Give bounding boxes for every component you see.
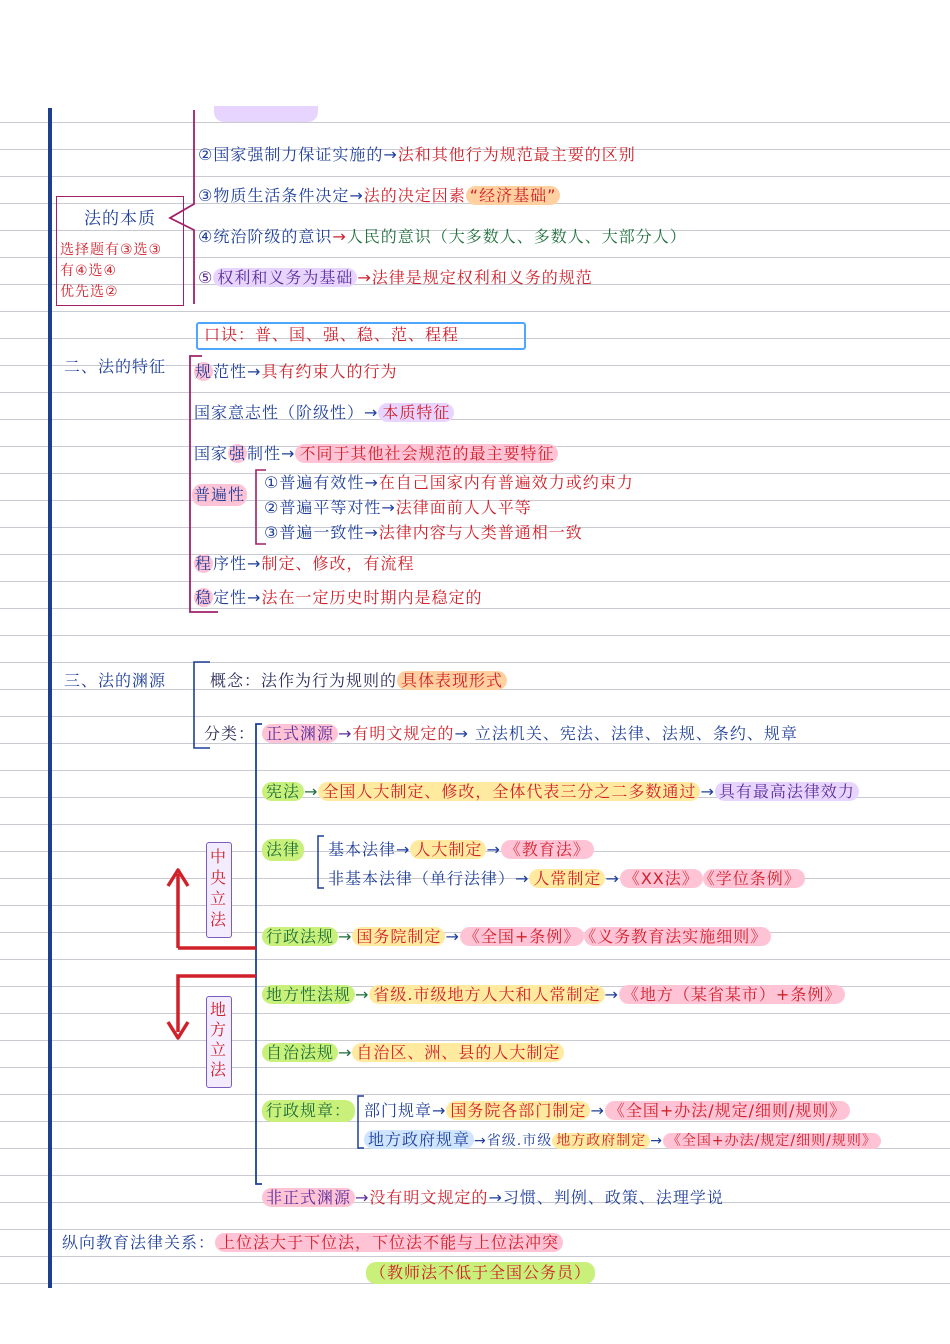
arrow-icon: → bbox=[605, 869, 620, 888]
feature-stability-rest: 定性 bbox=[213, 588, 248, 607]
universal-item-3-desc: 法律内容与人类普通相一致 bbox=[378, 523, 583, 542]
local-legislation-label: 地方立法 bbox=[210, 1000, 227, 1079]
constitution-effect: 具有最高法律效力 bbox=[715, 782, 859, 801]
essence-item-2-right: 法和其他行为规范最主要的区别 bbox=[397, 145, 636, 164]
universal-item-1 bbox=[264, 472, 634, 494]
essence-item-4-right: 人民的意识（大多数人、多数人、大部分人） bbox=[346, 227, 687, 246]
arrow-icon: → bbox=[364, 473, 379, 492]
feature-stability bbox=[194, 587, 482, 609]
arrow-icon: → bbox=[355, 1188, 370, 1207]
basic-law bbox=[328, 839, 594, 861]
local-gov-rule-label: 地方政府规章 bbox=[364, 1130, 474, 1149]
nonbasic-law-example-b: 《学位条例》 bbox=[703, 869, 805, 888]
essence-item-2-num: ② bbox=[198, 145, 214, 164]
feature-coercive-desc: 不同于其他社会规范的最主要特征 bbox=[295, 444, 558, 463]
local-reg-label: 地方性法规 bbox=[262, 985, 355, 1004]
feature-universal-label: 普遍性 bbox=[194, 485, 246, 504]
arrow-icon: → bbox=[357, 268, 372, 287]
informal-source-desc: 没有明文规定的 bbox=[369, 1188, 489, 1207]
central-legislation-label: 中央立法 bbox=[210, 847, 227, 929]
arrow-icon: → bbox=[486, 840, 501, 859]
essence-item-4-num: ④ bbox=[198, 227, 214, 246]
informal-source bbox=[262, 1187, 724, 1209]
sources-class-label: 分类： bbox=[204, 724, 256, 743]
vertical-relation-note: （教师法不低于全国公务员） bbox=[366, 1262, 595, 1284]
essence-note-2: 有④选④ bbox=[60, 263, 118, 279]
feature-national-will bbox=[194, 402, 454, 424]
arrow-icon: → bbox=[396, 840, 411, 859]
feature-stability-key: 稳 bbox=[195, 588, 213, 607]
nonbasic-law-label: 非基本法律（单行法律） bbox=[328, 869, 516, 888]
feature-coercive-key: 强 bbox=[229, 444, 247, 463]
basic-law-label: 基本法律 bbox=[328, 840, 397, 859]
essence-item-3-right-a: 法的决定因素 bbox=[363, 186, 466, 205]
autonomous-maker: 自治区、洲、县的人大制定 bbox=[352, 1043, 564, 1062]
arrow-icon: → bbox=[445, 927, 460, 946]
essence-title: 法的本质 bbox=[84, 209, 156, 229]
dept-rule-maker: 国务院各部门制定 bbox=[446, 1101, 590, 1120]
admin-reg-example-b: 《义务教育法实施细则》 bbox=[584, 927, 771, 946]
feature-coercive-c: 制性 bbox=[247, 444, 282, 463]
sources-concept bbox=[210, 670, 507, 692]
cutoff-highlight bbox=[214, 106, 318, 122]
essence-item-3-right-b: “经济基础” bbox=[466, 186, 561, 205]
feature-procedural-rest: 序性 bbox=[213, 554, 248, 573]
admin-reg-maker: 国务院制定 bbox=[352, 927, 445, 946]
arrow-icon: → bbox=[247, 588, 262, 607]
arrow-icon: → bbox=[247, 554, 262, 573]
feature-normative-desc: 具有约束人的行为 bbox=[261, 362, 398, 381]
essence-item-5-left: 权利和义务为基础 bbox=[213, 268, 357, 287]
basic-law-example: 《教育法》 bbox=[501, 840, 594, 859]
constitution-label: 宪法 bbox=[262, 782, 304, 801]
arrow-icon: → bbox=[355, 985, 370, 1004]
arrow-icon: → bbox=[332, 227, 347, 246]
arrow-icon: → bbox=[650, 1133, 663, 1149]
essence-item-4 bbox=[198, 226, 687, 248]
dept-rule-label: 部门规章 bbox=[364, 1101, 433, 1120]
essence-item-3-num: ③ bbox=[198, 186, 214, 205]
local-reg-maker: 省级.市级地方人大和人常制定 bbox=[369, 985, 604, 1004]
universal-item-3-text: 普遍一致性 bbox=[279, 523, 365, 542]
formal-source-label: 正式渊源 bbox=[262, 724, 338, 743]
mnemonic: 口诀：普、国、强、稳、范、程程 bbox=[204, 325, 460, 344]
essence-brace bbox=[160, 108, 200, 308]
essence-item-2 bbox=[198, 144, 636, 166]
vertical-relation-label: 纵向教育法律关系： bbox=[62, 1233, 216, 1252]
universal-item-2 bbox=[264, 497, 532, 519]
informal-source-label: 非正式渊源 bbox=[262, 1188, 355, 1207]
essence-item-4-left: 统治阶级的意识 bbox=[213, 227, 333, 246]
arrow-icon: → bbox=[432, 1101, 447, 1120]
admin-reg-label: 行政法规 bbox=[262, 927, 338, 946]
sources-concept-hl: 具体表现形式 bbox=[397, 671, 507, 690]
local-regulation bbox=[262, 984, 845, 1006]
arrow-icon: → bbox=[604, 985, 619, 1004]
law-brace bbox=[314, 834, 328, 892]
feature-normative bbox=[194, 361, 397, 383]
feature-procedural-key: 程 bbox=[195, 554, 213, 573]
features-heading: 二、法的特征 bbox=[64, 357, 167, 376]
essence-item-5-num: ⑤ bbox=[198, 268, 214, 287]
sources-concept-label: 概念： bbox=[210, 671, 262, 690]
sources-concept-text: 法作为行为规则的 bbox=[261, 671, 398, 690]
feature-stability-desc: 法在一定历史时期内是稳定的 bbox=[261, 588, 483, 607]
admin-reg-example-a: 《全国+条例》 bbox=[460, 927, 584, 946]
essence-item-2-left: 国家强制力保证实施的 bbox=[213, 145, 384, 164]
informal-source-list: 习惯、判例、政策、法理学说 bbox=[502, 1188, 724, 1207]
essence-note-1: 选择题有③选③ bbox=[60, 242, 163, 258]
feature-coercive-a: 国家 bbox=[194, 444, 229, 463]
feature-procedural-desc: 制定、修改，有流程 bbox=[261, 554, 415, 573]
essence-item-5-right: 法律是规定权利和义务的规范 bbox=[371, 268, 593, 287]
universal-item-2-desc: 法律面前人人平等 bbox=[395, 498, 532, 517]
universal-item-1-text: 普遍有效性 bbox=[279, 473, 365, 492]
arrow-icon: → bbox=[488, 1188, 503, 1207]
arrow-icon: → bbox=[349, 186, 364, 205]
constitution bbox=[262, 781, 859, 803]
universal-item-2-num: ② bbox=[264, 498, 280, 517]
arrow-icon: → bbox=[304, 782, 319, 801]
local-reg-example: 《地方（某省某市）+条例》 bbox=[619, 985, 845, 1004]
arrow-icon: → bbox=[590, 1101, 605, 1120]
essence-item-3 bbox=[198, 185, 560, 207]
feature-normative-rest: 范性 bbox=[213, 362, 248, 381]
feature-normative-key: 规 bbox=[195, 362, 213, 381]
vertical-relation bbox=[62, 1232, 563, 1254]
sources-heading: 三、法的渊源 bbox=[64, 671, 167, 690]
nonbasic-law bbox=[328, 868, 805, 890]
nonbasic-law-example-a: 《XX法》 bbox=[620, 869, 703, 888]
arrow-icon: → bbox=[381, 498, 396, 517]
dept-rule bbox=[364, 1100, 850, 1122]
feature-national-will-desc: 本质特征 bbox=[378, 403, 454, 422]
autonomous-label: 自治法规 bbox=[262, 1043, 338, 1062]
essence-item-5 bbox=[198, 267, 593, 289]
nonbasic-law-maker: 人常制定 bbox=[529, 869, 605, 888]
admin-regulation bbox=[262, 926, 771, 948]
margin-line bbox=[48, 108, 52, 1288]
local-gov-rule-example: 《全国+办法/规定/细则/规则》 bbox=[663, 1133, 881, 1149]
feature-coercive bbox=[194, 443, 558, 465]
feature-procedural bbox=[194, 553, 414, 575]
arrow-icon: → bbox=[700, 782, 715, 801]
arrow-icon: → bbox=[338, 724, 353, 743]
universal-item-3-num: ③ bbox=[264, 523, 280, 542]
constitution-desc: 全国人大制定、修改，全体代表三分之二多数通过 bbox=[318, 782, 700, 801]
universal-item-2-text: 普遍平等对性 bbox=[279, 498, 382, 517]
essence-item-3-left: 物质生活条件决定 bbox=[213, 186, 350, 205]
admin-rule-label: 行政规章： bbox=[262, 1100, 355, 1122]
feature-national-will-label: 国家意志性（阶级性） bbox=[194, 403, 365, 422]
universal-item-1-desc: 在自己国家内有普遍效力或约束力 bbox=[378, 473, 634, 492]
arrow-icon: → bbox=[383, 145, 398, 164]
arrow-icon: → bbox=[281, 444, 296, 463]
arrow-icon: → bbox=[474, 1133, 487, 1149]
basic-law-maker: 人大制定 bbox=[410, 840, 486, 859]
essence-note-3: 优先选② bbox=[60, 284, 119, 300]
local-gov-rule-maker-b: 地方政府制定 bbox=[552, 1133, 650, 1149]
law-label: 法律 bbox=[262, 839, 304, 861]
arrow-icon: → bbox=[364, 403, 379, 422]
vertical-relation-text: 上位法大于下位法，下位法不能与上位法冲突 bbox=[215, 1233, 563, 1252]
formal-source-list: 立法机关、宪法、法律、法规、条约、规章 bbox=[474, 724, 798, 743]
arrow-icon: → bbox=[454, 724, 469, 743]
local-gov-rule bbox=[364, 1129, 881, 1152]
universal-item-3 bbox=[264, 522, 583, 544]
autonomous-regulation bbox=[262, 1042, 564, 1064]
formal-source bbox=[262, 723, 798, 745]
arrow-icon: → bbox=[515, 869, 530, 888]
arrow-icon: → bbox=[247, 362, 262, 381]
arrow-icon: → bbox=[364, 523, 379, 542]
universal-item-1-num: ① bbox=[264, 473, 280, 492]
dept-rule-example: 《全国+办法/规定/细则/规则》 bbox=[605, 1101, 851, 1120]
arrow-icon: → bbox=[338, 927, 353, 946]
local-gov-rule-maker-a: 省级.市级 bbox=[486, 1133, 553, 1149]
formal-source-desc: 有明文规定的 bbox=[352, 724, 455, 743]
arrow-icon: → bbox=[338, 1043, 353, 1062]
